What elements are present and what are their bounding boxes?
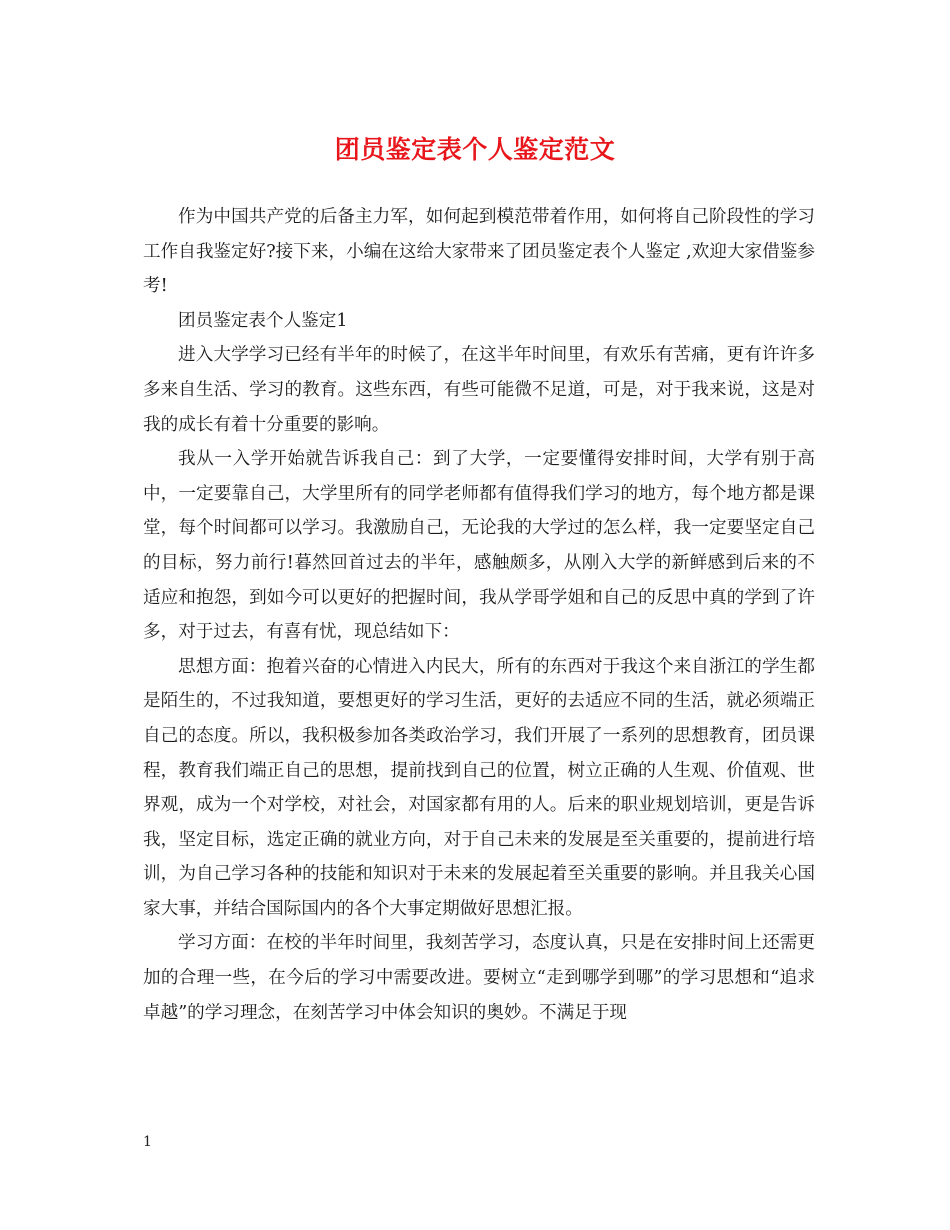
section-heading: 团员鉴定表个人鉴定1	[178, 310, 348, 331]
paragraph-study: 学习方面：在校的半年时间里，我刻苦学习，态度认真，只是在安排时间上还需更加的合理一些，在今后的学习中需要改进。要树立“走到哪学到哪”的学习思想和“追求卓越”的学习理念，在刻苦学习中体会知识的奥妙。不满足于现	[143, 933, 815, 1023]
paragraph: 我从一入学开始就告诉我自己：到了大学，一定要懂得安排时间，大学有别于高中，一定要靠自己，大学里所有的同学老师都有值得我们学习的地方，每个地方都是课堂，每个时间都可以学习。我激励自己，无论我的大学过的怎么样，我一定要坚定自己的目标，努力前行!暮然回首过去的半年，感触颇多，从刚入大学的新鲜感到后来的不适应和抱怨，到如今可以更好的把握时间，我从学哥学姐和自己的反思中真的学到了许多，对于过去，有喜有忧，现总结如下：	[143, 449, 815, 643]
document-body	[143, 200, 815, 1030]
document-title: 团员鉴定表个人鉴定范文	[334, 135, 616, 164]
paragraph-thought: 思想方面：抱着兴奋的心情进入内民大，所有的东西对于我这个来自浙江的学生都是陌生的，不过我知道，要想更好的学习生活，更好的去适应不同的生活，就必须端正自己的态度。所以，我积极参加各类政治学习，我们开展了一系列的思想教育，团员课程，教育我们端正自己的思想，提前找到自己的位置，树立正确的人生观、价值观、世界观，成为一个对学校，对社会，对国家都有用的人。后来的职业规划培训，更是告诉我，坚定目标，选定正确的就业方向，对于自己未来的发展是至关重要的，提前进行培训，为自己学习各种的技能和知识对于未来的发展起着至关重要的影响。并且我关心国家大事，并结合国际国内的各个大事定期做好思想汇报。	[143, 656, 815, 919]
paragraph-intro: 作为中国共产党的后备主力军，如何起到模范带着作用，如何将自己阶段性的学习工作自我鉴定好?接下来，小编在这给大家带来了团员鉴定表个人鉴定 ,欢迎大家借鉴参考!	[143, 207, 815, 297]
paragraph: 进入大学学习已经有半年的时候了，在这半年时间里，有欢乐有苦痛，更有许许多多来自生活、学习的教育。这些东西，有些可能微不足道，可是，对于我来说，这是对我的成长有着十分重要的影响。	[143, 345, 815, 435]
page-number: 1	[143, 1134, 152, 1150]
